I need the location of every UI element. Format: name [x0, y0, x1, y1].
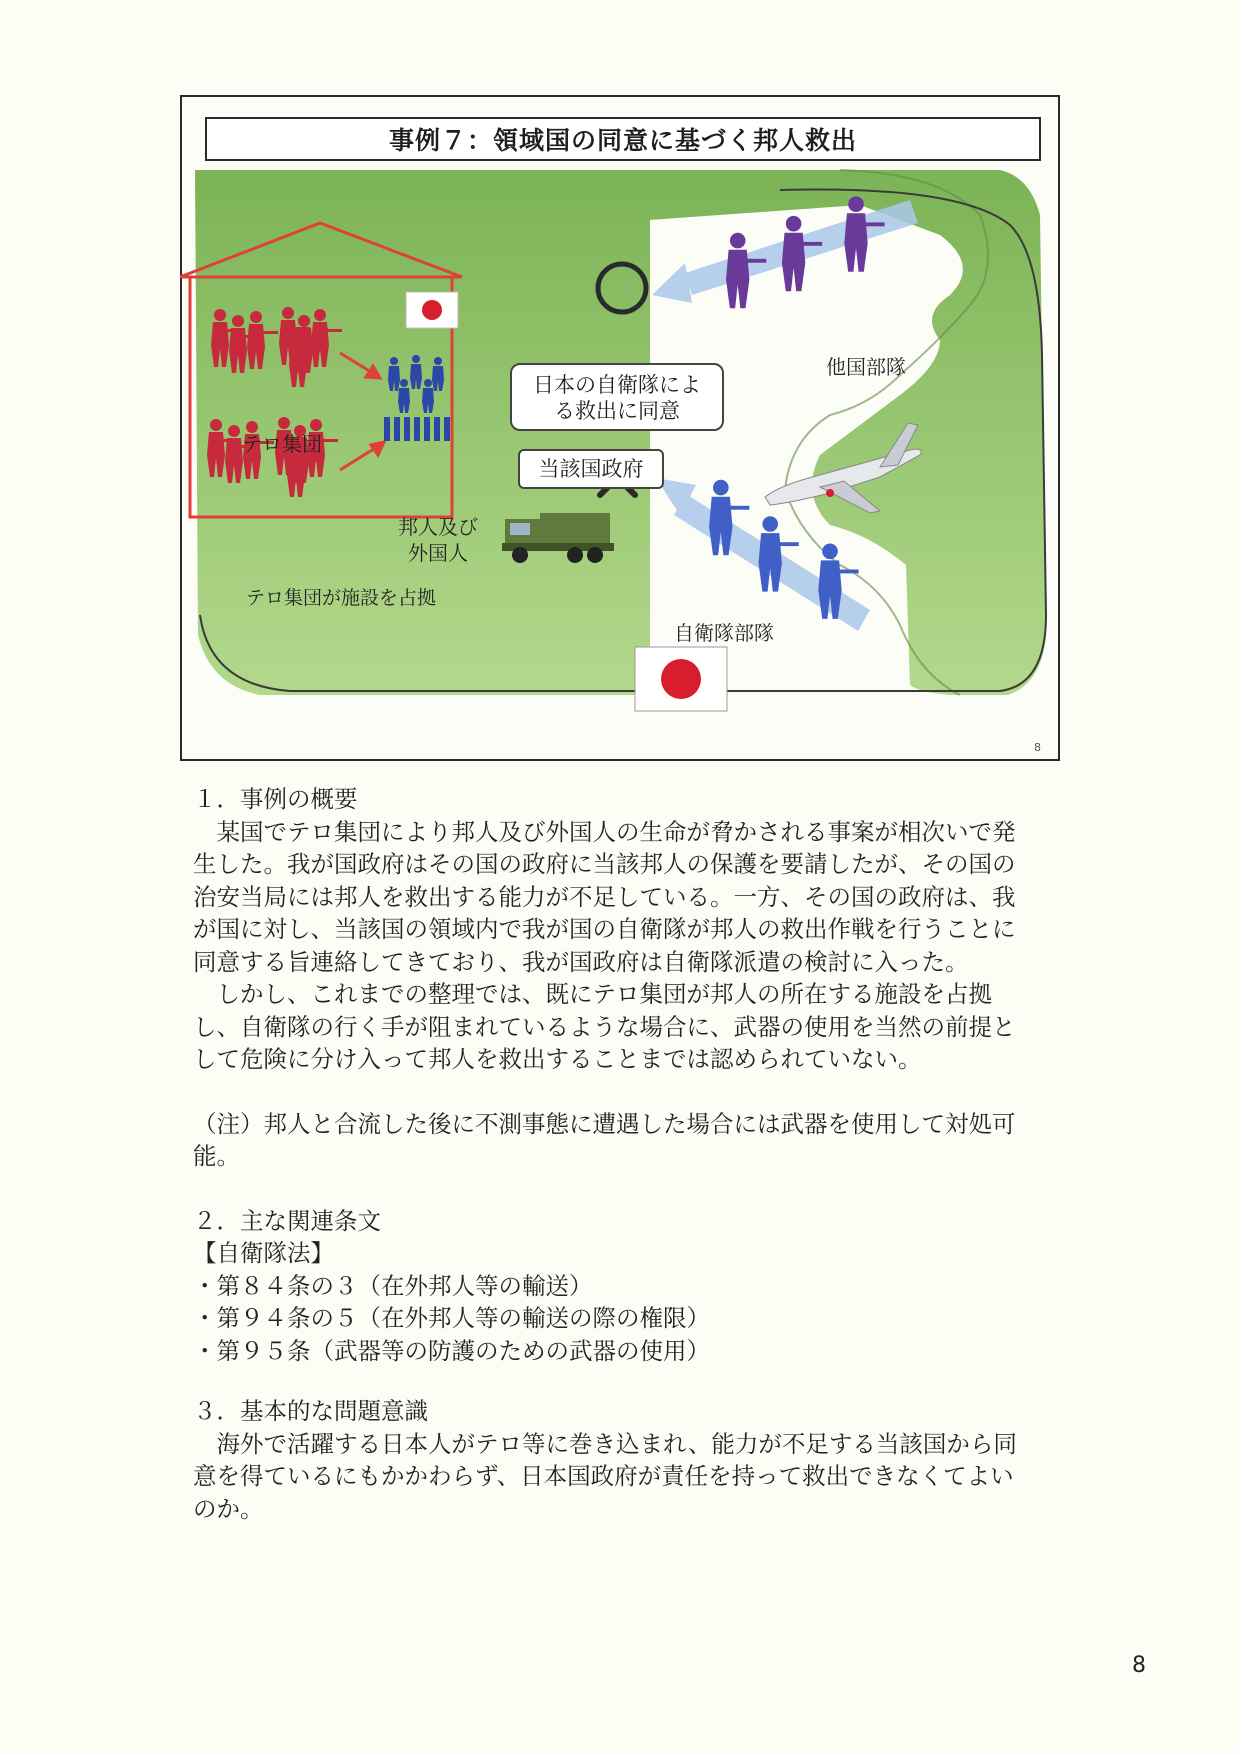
- section-2-article-1: ・第８４条の３（在外邦人等の輸送）: [193, 1271, 593, 1300]
- consent-line-1: 日本の自衛隊によ: [533, 373, 701, 397]
- section-2-law: 【自衛隊法】: [193, 1239, 334, 1267]
- section-1-note: （注）邦人と合流した後に不測事態に遭遇した場合には武器を使用して対処可能。: [193, 1109, 1016, 1170]
- japan-flag-small: [406, 292, 458, 328]
- hostages: [384, 355, 450, 441]
- section-2-heading: ２．主な関連条文: [193, 1206, 381, 1235]
- section-1-para-2: しかし、これまでの整理では、既にテロ集団が邦人の所在する施設を占拠し、自衛隊の行く手が阻まれているような場合に、武器の使用を当然の前提として危険に分け入って邦人を救出することまでは認められていない。: [193, 980, 1016, 1073]
- japan-flag-large: [635, 647, 727, 711]
- consent-line-2: る救出に同意: [554, 399, 680, 423]
- label-other-forces: 他国部隊: [826, 355, 906, 379]
- figure-title: 事例７：領域国の同意に基づく邦人救出: [205, 117, 1041, 161]
- government-label: 当該国政府: [518, 449, 664, 489]
- page-number: 8: [1132, 1653, 1146, 1678]
- label-japanese-foreigners-2: 外国人: [408, 541, 468, 565]
- section-3-heading: ３．基本的な問題意識: [193, 1397, 428, 1425]
- body-text: [193, 783, 1033, 1525]
- figure-page-mark: 8: [1034, 741, 1041, 754]
- section-2-article-2: ・第９４条の５（在外邦人等の輸送の際の権限）: [193, 1304, 710, 1332]
- section-3-para: 海外で活躍する日本人がテロ等に巻き込まれ、能力が不足する当該国から同意を得ているにもかかわらず、日本国政府が責任を持って救出できなくてよいのか。: [193, 1429, 1017, 1523]
- consent-callout: [510, 363, 724, 431]
- label-sdf-forces: 自衛隊部隊: [674, 621, 774, 645]
- label-terror-group: テロ集団: [242, 432, 322, 456]
- section-2-article-3: ・第９５条（武器等の防護のための武器の使用）: [193, 1336, 710, 1365]
- label-occupation: テロ集団が施設を占拠: [246, 587, 437, 609]
- label-japanese-foreigners-1: 邦人及び: [398, 515, 478, 539]
- section-1-para-1: 某国でテロ集団により邦人及び外国人の生命が脅かされる事案が相次いで発生した。我が国政府はその国の政府に当該邦人の保護を要請したが、その国の治安当局には邦人を救出する能力が不足している。一方、その国の政府は、我が国に対し、当該国の領域内で我が国の自衛隊が邦人の救出作戦を行うことに同意する旨連絡してきており、我が国政府は自衛隊派遣の検討に入った。: [193, 817, 1016, 976]
- section-1-heading: １．事例の概要: [193, 785, 358, 813]
